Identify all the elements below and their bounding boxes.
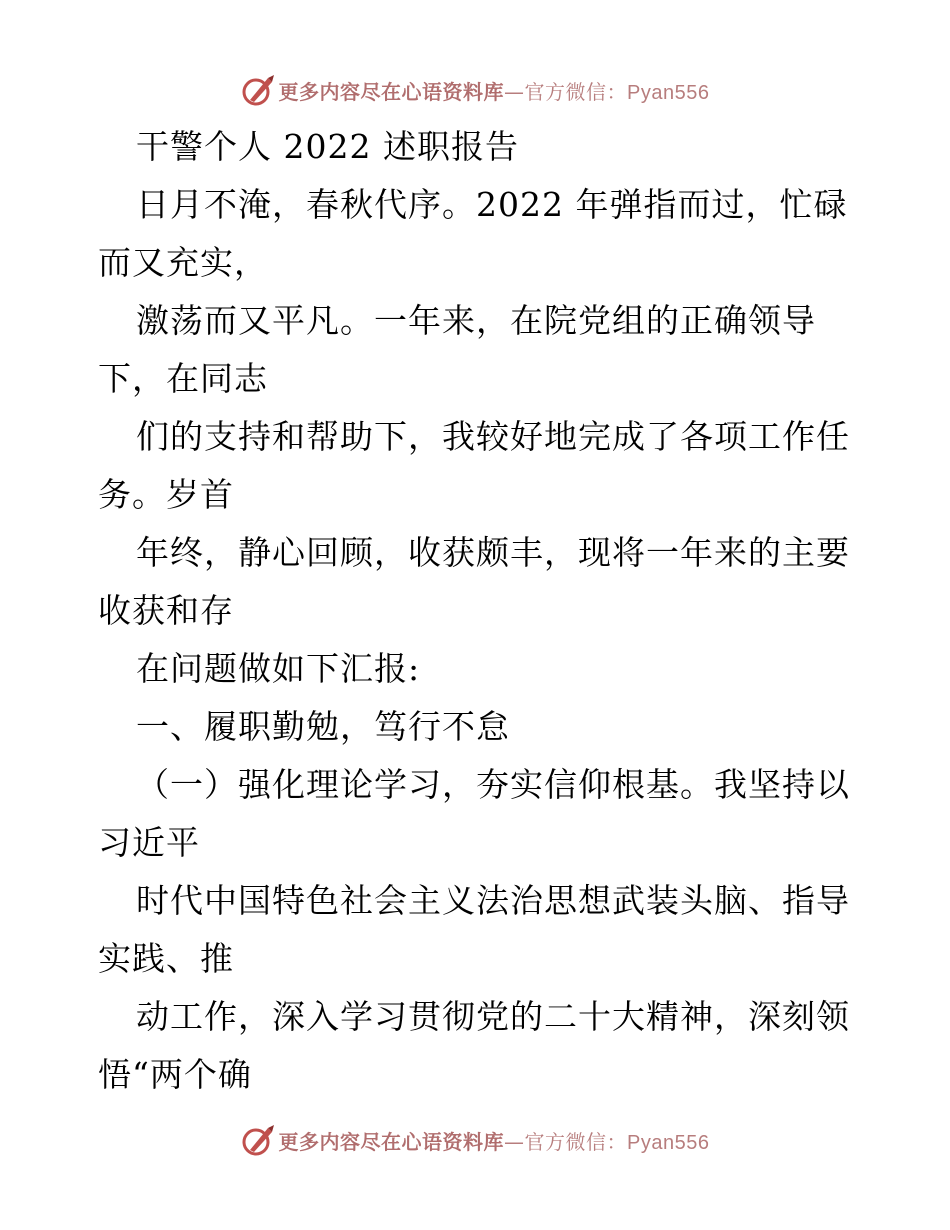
paragraph-line: 而又充实，: [98, 243, 268, 282]
paragraph-line: 时代中国特色社会主义法治思想武装头脑、指导: [136, 881, 850, 920]
footer-watermark: [0, 1120, 950, 1160]
paragraph-line: 下，在同志: [98, 359, 268, 398]
watermark-text: [279, 1126, 710, 1155]
paragraph-line: 激荡而又平凡。一年来，在院党组的正确领导: [136, 301, 816, 340]
paragraph-line: 们的支持和帮助下，我较好地完成了各项工作任: [136, 417, 850, 456]
watermark-id: Pyan556: [627, 81, 710, 104]
paragraph-line: 年终，静心回顾，收获颇丰，现将一年来的主要: [136, 533, 850, 572]
watermark-prefix: 更多内容尽在心语资料库: [278, 1129, 505, 1154]
header-watermark: [0, 70, 950, 110]
paragraph-line: 习近平: [98, 823, 200, 862]
watermark-suffix: 官方微信：: [524, 79, 628, 104]
watermark-text: [279, 76, 710, 105]
document-body: [98, 118, 858, 1104]
watermark-dash: —: [504, 79, 525, 104]
quill-logo-icon: [241, 73, 275, 107]
paragraph-line: 在问题做如下汇报:: [136, 649, 421, 688]
paragraph-line: 动工作，深入学习贯彻党的二十大精神，深刻领: [136, 997, 850, 1036]
document-title: 干警个人 2022 述职报告: [136, 127, 519, 166]
paragraph-line: 实践、推: [98, 939, 234, 978]
paragraph-line: 悟“两个确: [98, 1055, 252, 1094]
watermark-prefix: 更多内容尽在心语资料库: [278, 79, 505, 104]
watermark-dash: —: [504, 1129, 525, 1154]
paragraph-line: 务。岁首: [98, 475, 234, 514]
watermark-suffix: 官方微信：: [524, 1129, 628, 1154]
quill-logo-icon: [241, 1123, 275, 1157]
paragraph-line: 收获和存: [98, 591, 234, 630]
watermark-id: Pyan556: [627, 1131, 710, 1154]
paragraph-line: 日月不淹，春秋代序。2022 年弹指而过，忙碌: [136, 185, 848, 224]
subsection-heading: （一）强化理论学习，夯实信仰根基。我坚持以: [136, 765, 850, 804]
section-heading: 一、履职勤勉，笃行不怠: [136, 707, 510, 746]
